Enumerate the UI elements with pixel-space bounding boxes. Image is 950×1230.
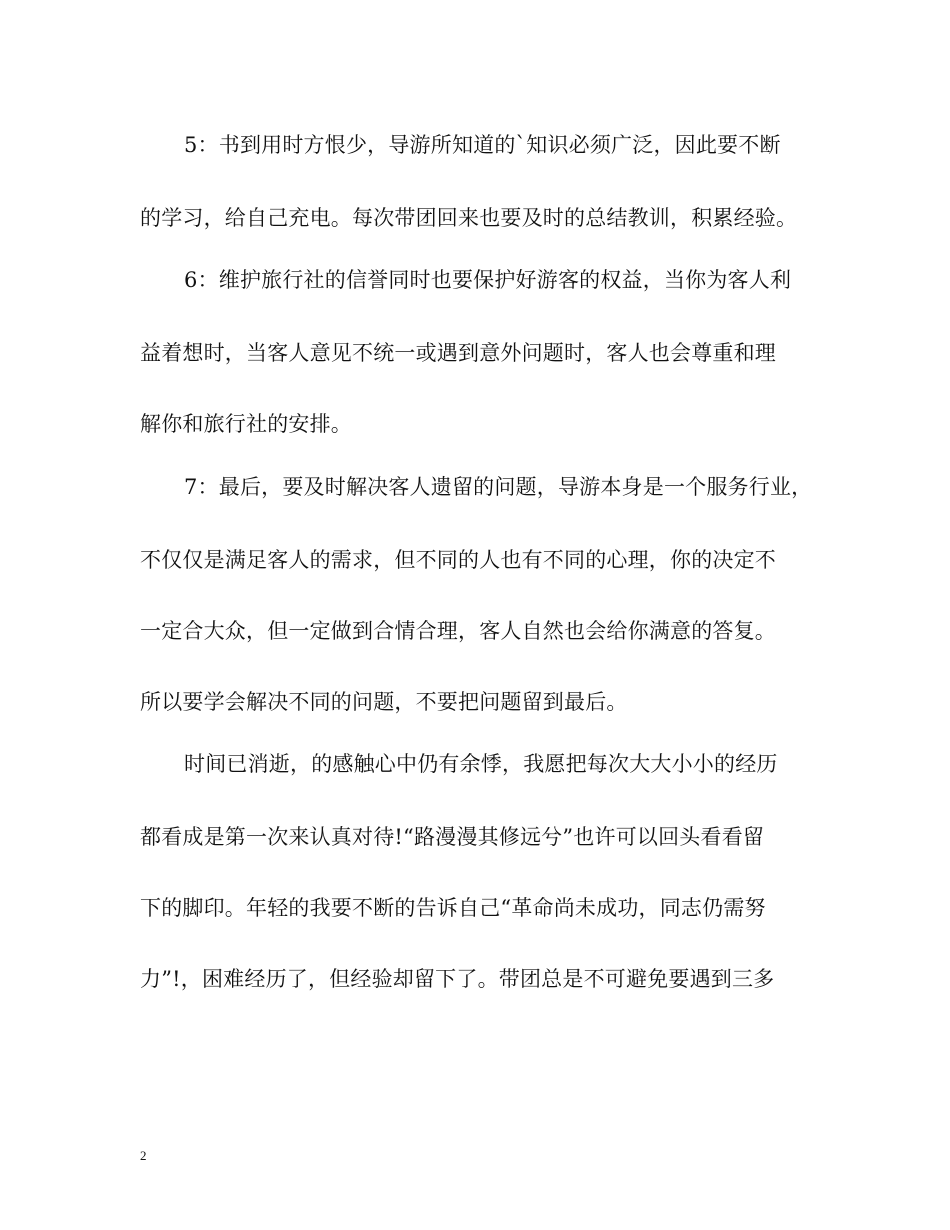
- text-line: 所以要学会解决不同的问题，不要把问题留到最后。: [140, 690, 628, 714]
- text-line: 都看成是第一次来认真对待!“路漫漫其修远兮”也许可以回头看看留: [140, 825, 765, 849]
- text-line: 7：最后，要及时解决客人遗留的问题，导游本身是一个服务行业，: [184, 475, 813, 499]
- text-line: 下的脚印。年轻的我要不断的告诉自己“革命尚未成功，同志仍需努: [140, 896, 766, 920]
- page-number: 2: [140, 1148, 147, 1163]
- text-line: 力”!，困难经历了，但经验却留下了。带团总是不可避免要遇到三多: [140, 967, 775, 991]
- text-line: 6：维护旅行社的信誉同时也要保护好游客的权益，当你为客人利: [184, 268, 792, 292]
- text-line: 益着想时，当客人意见不统一或遇到意外问题时，客人也会尊重和理: [140, 341, 776, 365]
- text-line: 的学习，给自己充电。每次带团回来也要及时的总结教训，积累经验。: [140, 206, 798, 230]
- text-line: 一定合大众，但一定做到合情合理，客人自然也会给你满意的答复。: [140, 619, 776, 643]
- text-line: 解你和旅行社的安排。: [140, 412, 352, 436]
- text-line: 5：书到用时方恨少，导游所知道的`知识必须广泛，因此要不断: [184, 133, 781, 157]
- text-line: 时间已消逝，的感触心中仍有余悸，我愿把每次大大小小的经历: [184, 752, 778, 776]
- text-line: 不仅仅是满足客人的需求，但不同的人也有不同的心理，你的决定不: [140, 548, 776, 572]
